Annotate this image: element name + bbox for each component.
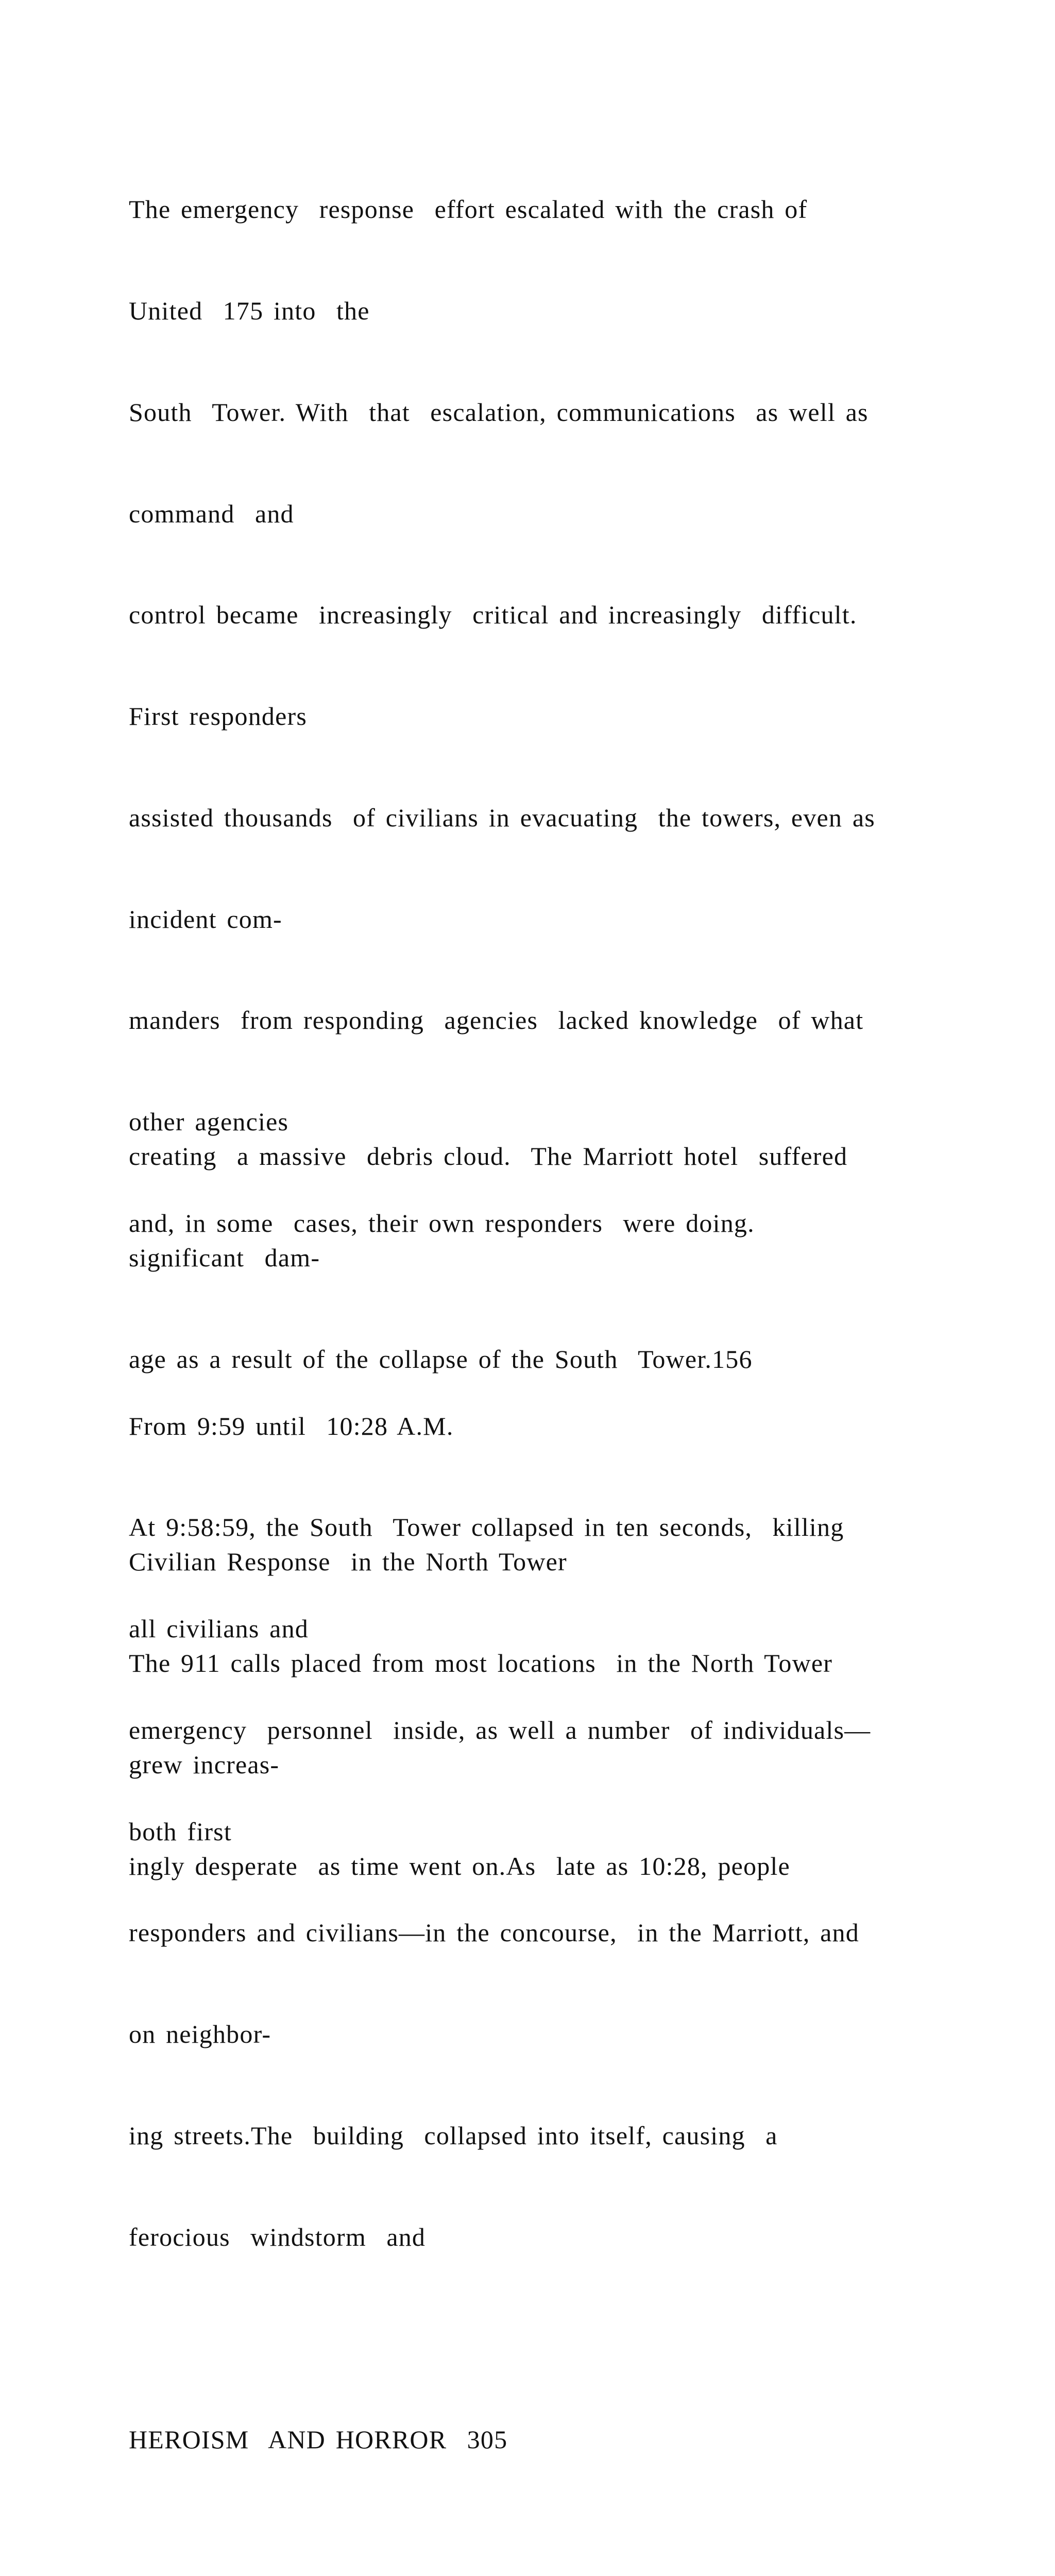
text-line: ferocious windstorm and [129, 2222, 426, 2251]
text-line: significant dam- [129, 1243, 320, 1272]
text-line: both first [129, 1817, 232, 1846]
text-line: responders and civilians—in the concourse, in the Marriott, and [129, 1918, 859, 1947]
blank-line [129, 1444, 979, 1478]
text-line: control became increasingly critical and increasingly difficult. [129, 600, 857, 630]
text-line: United 175 into the [129, 296, 370, 325]
text-line: all civilians and [129, 1614, 309, 1643]
blank-line [129, 2322, 979, 2356]
text-line: ing streets.The building collapsed into itself, causing a [129, 2121, 778, 2150]
text-line: other agencies [129, 1107, 289, 1137]
text-line: The 911 calls placed from most locations in the North Tower [129, 1649, 833, 1678]
text-line: and, in some cases, their own responders were doing. [129, 1209, 755, 1238]
text-block-bottom [129, 1072, 979, 1951]
text-line: manders from responding agencies lacked knowledge of what [129, 1006, 864, 1035]
text-line: First responders [129, 702, 308, 731]
text-line: creating a massive debris cloud. The Marriott hotel suffered [129, 1142, 848, 1171]
text-line: At 9:58:59, the South Tower collapsed in ten seconds, killing [129, 1513, 844, 1542]
text-line: The emergency response effort escalated with the crash of [129, 195, 808, 224]
text-line: assisted thousands of civilians in evacuating the towers, even as [129, 803, 875, 832]
text-line: incident com- [129, 904, 282, 934]
text-line: ingly desperate as time went on.As late as 10:28, people [129, 1851, 790, 1880]
text-line: on neighbor- [129, 2020, 271, 2049]
text-line: South Tower. With that escalation, communications as well as [129, 397, 869, 427]
running-header: HEROISM AND HORROR 305 [129, 2425, 508, 2454]
section-heading: Civilian Response in the North Tower [129, 1547, 567, 1577]
text-line: emergency personnel inside, as well a number of individuals— [129, 1715, 871, 1744]
blank-line [129, 2524, 979, 2558]
text-line: command and [129, 499, 294, 528]
section-heading: From 9:59 until 10:28 A.M. [129, 1411, 454, 1440]
text-line: grew increas- [129, 1750, 280, 1779]
text-line: age as a result of the collapse of the South Tower.156 [129, 1344, 753, 1374]
